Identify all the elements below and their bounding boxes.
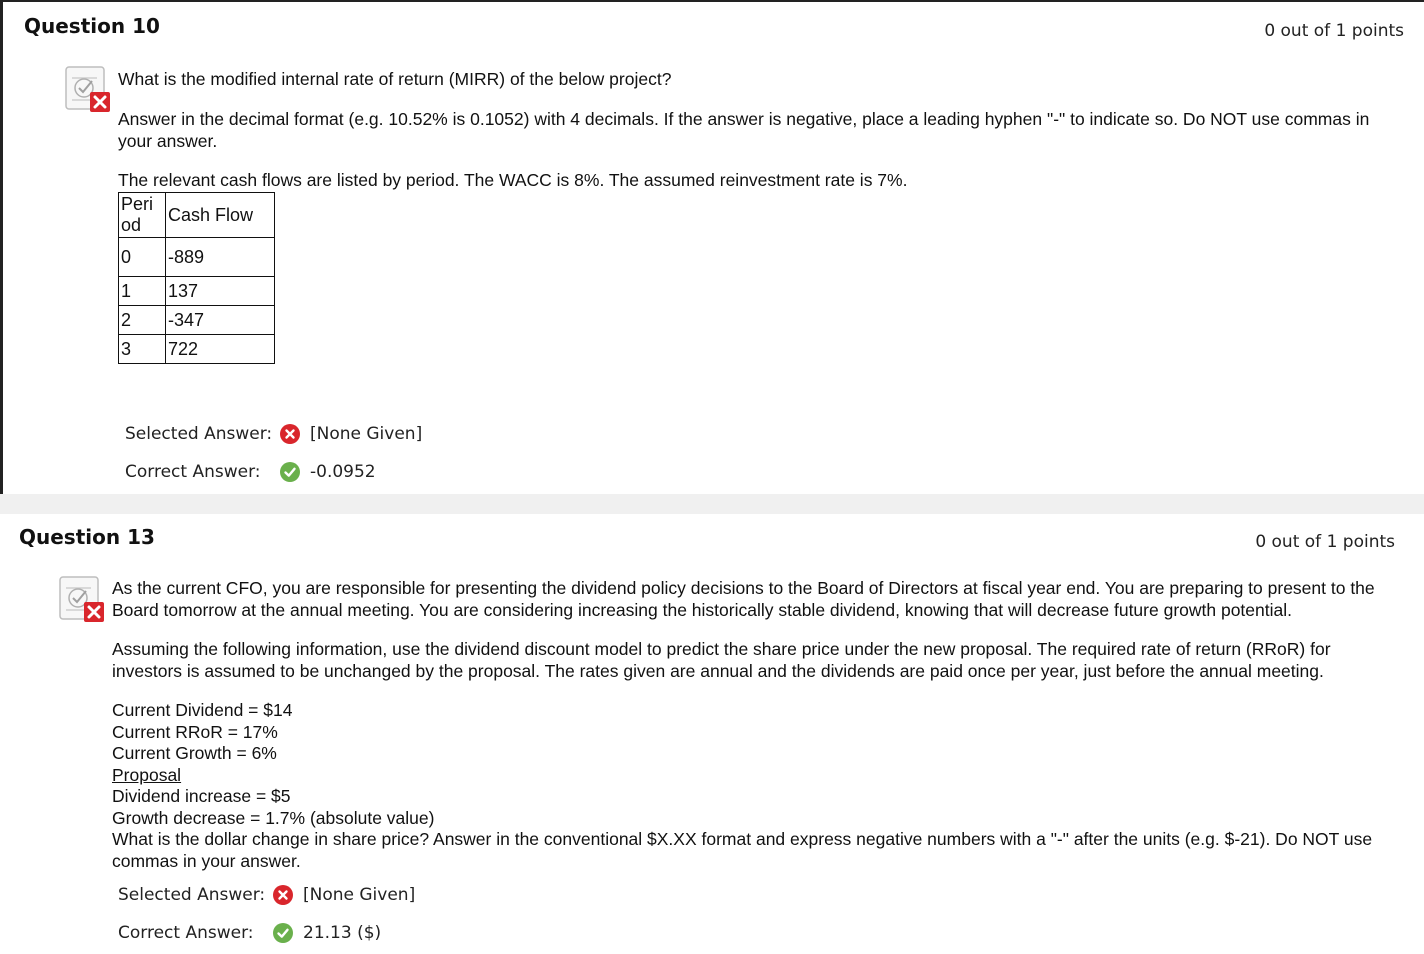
table-cell: 1 [119,277,166,306]
question-assumptions: Assuming the following information, use the dividend discount model to predict the share price under the new proposal. The required rate of return (RRoR) for investors is assumed to be unchanged by the proposal. The rates given are annual and the dividends are paid once per year, just before the annual meeting. [112,639,1331,681]
question-card-13 [0,514,1424,954]
question-scenario: As the current CFO, you are responsible for presenting the dividend policy decisions to the Board of Directors at fiscal year end. You are preparing to present to the Board tomorrow at the annual meeting. You are considering increasing the historically stable dividend, knowing that will decrease future growth potential. [112,578,1375,620]
selected-answer-label: Selected Answer: [118,885,266,905]
answer-instructions: Answer in the decimal format (e.g. 10.52% is 0.1052) with 4 decimals. If the answer is negative, place a leading hyphen "-" to indicate so. Do NOT use commas in your answer. [118,109,1370,151]
cash-flow-table [118,192,275,364]
question-points: 0 out of 1 points [1255,532,1395,552]
incorrect-circle-icon [280,424,300,444]
proposal-heading: Proposal [112,764,182,785]
correct-answer-label: Correct Answer: [125,462,261,482]
proposal-line: Growth decrease = 1.7% (absolute value) [112,807,435,828]
table-cell: 722 [166,335,275,364]
correct-answer-row [125,462,376,482]
question-body [118,68,1378,364]
table-cell: 2 [119,306,166,335]
question-title: Question 13 [19,525,155,549]
correct-answer-value: 21.13 ($) [303,923,382,943]
table-cell: 0 [119,238,166,277]
question-title: Question 10 [24,14,160,38]
table-header-cell: Period [119,193,166,238]
correct-answer-value: -0.0952 [310,462,376,482]
selected-answer-value: [None Given] [310,424,423,444]
selected-answer-row [125,424,422,444]
table-cell: 3 [119,335,166,364]
question-text: What is the modified internal rate of return (MIRR) of the below project? [118,69,672,89]
incorrect-x-icon [59,576,105,626]
table-cell: -889 [166,238,275,277]
question-body [112,578,1402,872]
table-cell: 137 [166,277,275,306]
correct-answer-row [118,923,381,943]
info-line: Current Growth = 6% [112,743,277,763]
selected-answer-value: [None Given] [303,885,416,905]
correct-answer-label: Correct Answer: [118,923,254,943]
selected-answer-label: Selected Answer: [125,424,273,444]
table-header-cell: Cash Flow [166,193,275,238]
info-line: Current RRoR = 17% [112,721,278,742]
table-row [119,306,275,335]
question-points: 0 out of 1 points [1264,21,1404,41]
selected-answer-row [118,885,415,905]
table-row [119,335,275,364]
correct-check-icon [280,462,300,482]
proposal-line: Dividend increase = $5 [112,786,291,806]
incorrect-circle-icon [273,885,293,905]
info-line: Current Dividend = $14 [112,700,293,720]
cash-flow-description: The relevant cash flows are listed by period. The WACC is 8%. The assumed reinvestment rate is 7%. [118,170,908,190]
correct-check-icon [273,923,293,943]
question-separator [0,494,1424,514]
table-cell: -347 [166,306,275,335]
question-prompt: What is the dollar change in share price? Answer in the conventional $X.XX format and express negative numbers with a "-" after the units (e.g. $-21). Do NOT use commas in your answer. [112,829,1373,871]
table-header-row [119,193,275,238]
table-row [119,277,275,306]
table-row [119,238,275,277]
incorrect-x-icon [65,66,111,116]
